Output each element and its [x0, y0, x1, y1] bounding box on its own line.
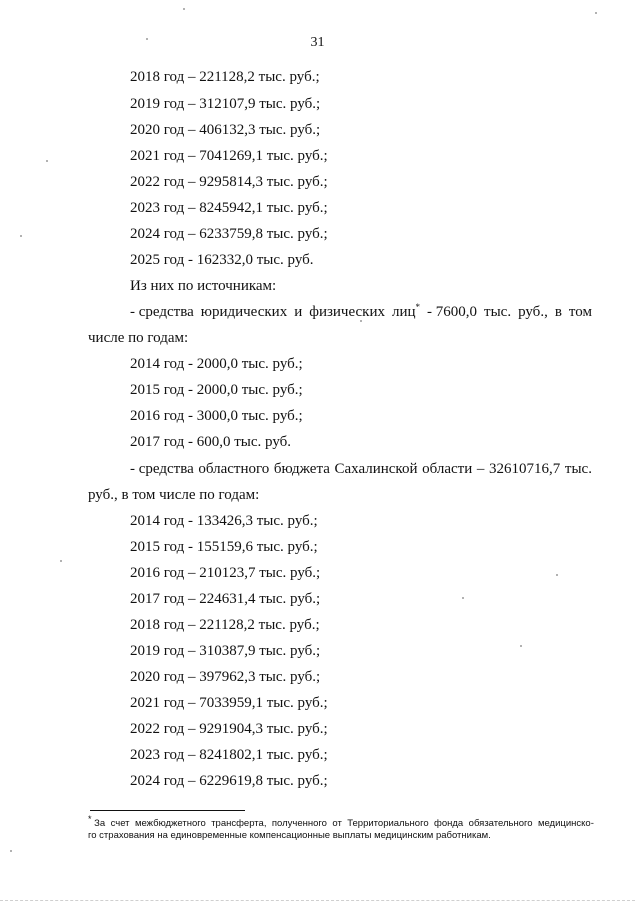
year-line-2020: 2020 год – 406132,3 тыс. руб.; — [130, 122, 321, 138]
page-number: 31 — [310, 35, 325, 50]
word: - 7600,0 — [427, 304, 478, 320]
word: бюджета — [273, 461, 330, 477]
scan-speck — [10, 850, 12, 852]
word: области — [422, 461, 473, 477]
scan-speck — [520, 645, 522, 647]
footnote-word: счет — [110, 818, 130, 829]
footnote-mark: * — [88, 813, 92, 824]
source1-year-2015: 2015 год - 2000,0 тыс. руб.; — [130, 382, 303, 398]
footnote-word: трансферта, — [211, 818, 267, 829]
scan-speck — [556, 574, 558, 576]
source1-line1 — [130, 303, 592, 321]
scan-speck — [20, 235, 22, 237]
source1-line2: числе по годам: — [88, 330, 189, 346]
year-line-2021: 2021 год – 7041269,1 тыс. руб.; — [130, 148, 328, 164]
source2-year-2017: 2017 год – 224631,4 тыс. руб.; — [130, 591, 321, 607]
footnote-word: медицинско- — [537, 818, 594, 829]
word: юридических — [200, 304, 288, 320]
footnote-word: * За — [88, 813, 106, 829]
source2-year-2022: 2022 год – 9291904,3 тыс. руб.; — [130, 721, 328, 737]
source1-year-2017: 2017 год - 600,0 тыс. руб. — [130, 434, 292, 450]
word: лиц — [391, 304, 416, 320]
source2-line2: руб., в том числе по годам: — [88, 487, 260, 503]
footnote-line1 — [88, 813, 594, 830]
year-line-2025: 2025 год - 162332,0 тыс. руб. — [130, 252, 314, 268]
source2-year-2018: 2018 год – 221128,2 тыс. руб.; — [130, 617, 320, 633]
footnote-separator — [90, 810, 245, 811]
year-line-2018: 2018 год – 221128,2 тыс. руб.; — [130, 69, 320, 85]
word: областного — [198, 461, 270, 477]
footnote-mark: * — [415, 302, 421, 312]
source1-year-2014: 2014 год - 2000,0 тыс. руб.; — [130, 356, 303, 372]
footnote-line2: го страхования на единовременные компенсационные выплаты медицинским работникам. — [88, 830, 491, 841]
scan-speck — [462, 597, 464, 599]
footnote-word: от — [332, 818, 342, 829]
source1-year-2016: 2016 год - 3000,0 тыс. руб.; — [130, 408, 303, 424]
word: 32610716,7 — [489, 461, 561, 477]
word: - средства — [130, 461, 194, 477]
word: в — [554, 304, 562, 320]
word: тыс. — [564, 461, 592, 477]
word: тыс. — [484, 304, 512, 320]
source2-year-2015: 2015 год - 155159,6 тыс. руб.; — [130, 539, 318, 555]
footnote-word: обязательного — [468, 818, 533, 829]
footnote-word: полученного — [271, 818, 327, 829]
footnote-word: Территориального — [347, 818, 429, 829]
word: - средства — [130, 304, 194, 320]
word: Сахалинской — [334, 461, 418, 477]
source2-year-2014: 2014 год - 133426,3 тыс. руб.; — [130, 513, 318, 529]
footnote-word: фонда — [434, 818, 464, 829]
scan-speck — [146, 38, 148, 40]
year-line-2024: 2024 год – 6233759,8 тыс. руб.; — [130, 226, 328, 242]
word: – — [476, 461, 485, 477]
source2-year-2016: 2016 год – 210123,7 тыс. руб.; — [130, 565, 321, 581]
source2-year-2019: 2019 год – 310387,9 тыс. руб.; — [130, 643, 321, 659]
scan-speck — [360, 320, 362, 322]
word: том — [568, 304, 592, 320]
year-line-2019: 2019 год – 312107,9 тыс. руб.; — [130, 96, 321, 112]
source2-line1 — [130, 460, 592, 478]
year-line-2023: 2023 год – 8245942,1 тыс. руб.; — [130, 200, 328, 216]
scan-speck — [595, 12, 597, 14]
sources-heading: Из них по источникам: — [130, 278, 277, 294]
word: и — [294, 304, 303, 320]
word: физических — [309, 304, 385, 320]
footnote-word: межбюджетного — [134, 818, 206, 829]
source2-year-2021: 2021 год – 7033959,1 тыс. руб.; — [130, 695, 328, 711]
word-with-footnote — [392, 303, 420, 321]
scan-speck — [46, 160, 48, 162]
year-line-2022: 2022 год – 9295814,3 тыс. руб.; — [130, 174, 328, 190]
scan-speck — [60, 560, 62, 562]
source2-year-2023: 2023 год – 8241802,1 тыс. руб.; — [130, 747, 328, 763]
source2-year-2020: 2020 год – 397962,3 тыс. руб.; — [130, 669, 321, 685]
scan-speck — [183, 8, 185, 10]
word: руб., — [518, 304, 548, 320]
source2-year-2024: 2024 год – 6229619,8 тыс. руб.; — [130, 773, 328, 789]
footnote — [88, 813, 594, 842]
scan-edge — [0, 900, 635, 901]
